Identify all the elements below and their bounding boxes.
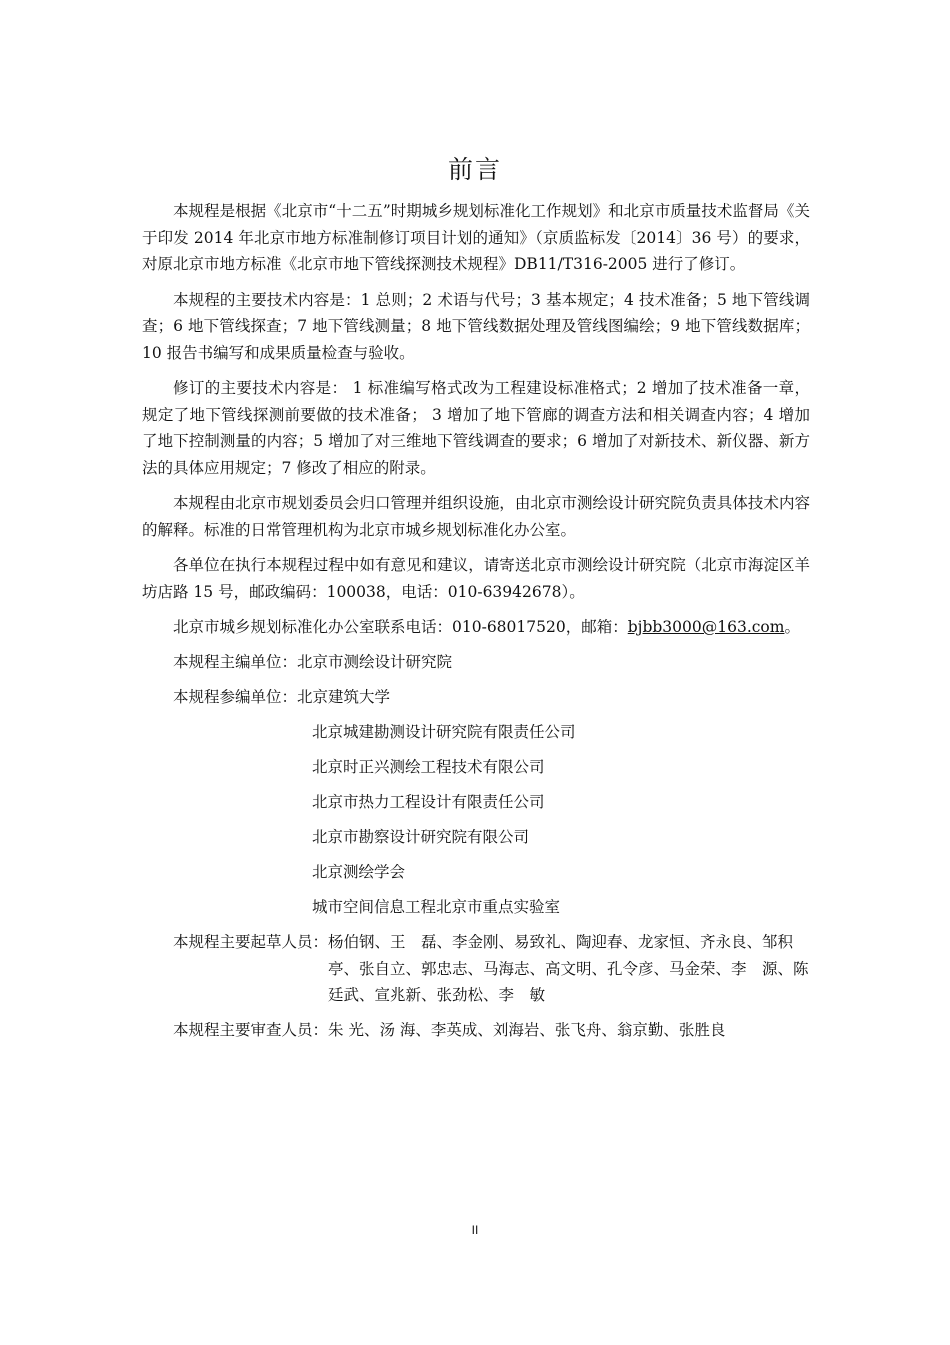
drafters-row xyxy=(142,929,810,1009)
page-number: II xyxy=(471,1223,479,1237)
participating-unit: 北京市热力工程设计有限责任公司 xyxy=(312,793,545,811)
participating-unit: 北京测绘学会 xyxy=(312,863,406,881)
paragraph-management: 本规程由北京市规划委员会归口管理并组织设施，由北京市测绘设计研究院负责具体技术内容的解释。标准的日常管理机构为北京市城乡规划标准化办公室。 xyxy=(142,494,810,539)
reviewers-label: 本规程主要审查人员： xyxy=(173,1021,329,1039)
contact-email-link[interactable]: bjbb3000@163.com xyxy=(627,618,785,636)
paragraph-revision-content: 修订的主要技术内容是： 1 标准编写格式改为工程建设标准格式；2 增加了技术准备一章，规定了地下管线探测前要做的技术准备； 3 增加了地下管廊的调查方法和相关调查内容；4 增加了地下控制测量的内容；5 增加了对三维地下管线调查的要求；6 增加了对新技术、新仪器、新方法的具体应用规定；7 修改了相应的附录。 xyxy=(142,379,810,477)
participating-unit: 北京市勘察设计研究院有限公司 xyxy=(312,828,530,846)
paragraph-feedback: 各单位在执行本规程过程中如有意见和建议，请寄送北京市测绘设计研究院（北京市海淀区羊坊店路 15 号，邮政编码：100038，电话：010-63942678）。 xyxy=(142,556,810,601)
reviewers-row xyxy=(142,1017,810,1044)
participating-unit: 北京城建勘测设计研究院有限责任公司 xyxy=(312,723,576,741)
paragraph-basis: 本规程是根据《北京市“十二五”时期城乡规划标准化工作规划》和北京市质量技术监督局《关于印发 2014 年北京市地方标准制修订项目计划的通知》（京质监标发〔2014〕36 号）的要求，对原北京市地方标准《北京市地下管线探测技术规程》DB11/T316-2005 进行了修订。 xyxy=(142,202,810,273)
contact-suffix: 。 xyxy=(784,618,800,636)
drafters-names: 杨伯钢、王 磊、李金刚、易致礼、陶迎春、龙家恒、齐永良、邹积亭、张自立、郭忠志、马海志、高文明、孔令彦、马金荣、李 源、陈廷武、宣兆新、张劲松、李 敏 xyxy=(328,933,809,1004)
contact-line xyxy=(142,614,810,641)
chief-unit-line xyxy=(142,649,810,676)
paragraph-main-content: 本规程的主要技术内容是：1 总则；2 术语与代号；3 基本规定；4 技术准备；5 地下管线调查；6 地下管线探查；7 地下管线测量；8 地下管线数据处理及管线图编绘；9 地下管线数据库；10 报告书编写和成果质量检查与验收。 xyxy=(142,290,810,362)
drafters-label: 本规程主要起草人员： xyxy=(173,933,329,951)
chief-unit-label: 本规程主编单位： xyxy=(173,653,298,671)
participating-unit: 北京时正兴测绘工程技术有限公司 xyxy=(312,758,545,776)
participating-unit-line xyxy=(142,684,810,711)
reviewers-names: 朱 光、汤 海、李英成、刘海岩、张飞舟、翁京勤、张胜良 xyxy=(328,1021,726,1039)
participating-unit: 城市空间信息工程北京市重点实验室 xyxy=(312,898,561,916)
chief-unit-value: 北京市测绘设计研究院 xyxy=(297,653,453,671)
preface-body xyxy=(142,198,810,1052)
participating-unit-first: 北京建筑大学 xyxy=(297,688,391,706)
page-title: 前言 xyxy=(447,155,502,184)
contact-prefix: 北京市城乡规划标准化办公室联系电话：010-68017520，邮箱： xyxy=(173,618,628,636)
participating-unit-label: 本规程参编单位： xyxy=(173,688,298,706)
